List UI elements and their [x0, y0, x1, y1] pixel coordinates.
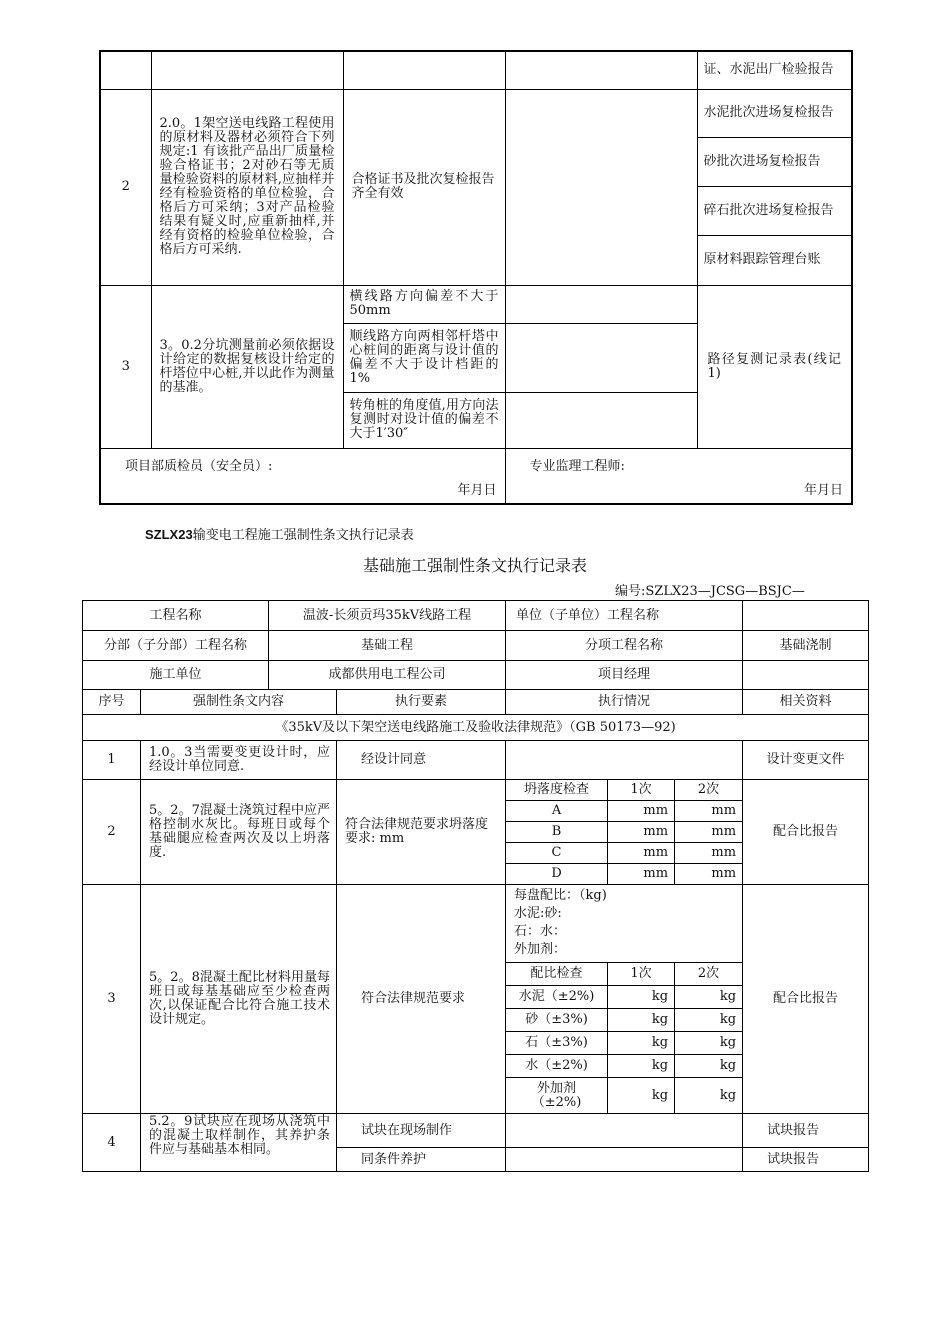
status-cell	[505, 89, 697, 285]
doc-cell: 配合比报告	[743, 885, 869, 1114]
inspector-label: 项目部质检员（安全员）:	[125, 458, 273, 474]
status-cell	[506, 1114, 743, 1148]
clause-cell: 1.0。3当需要变更设计时，应经设计单位同意.	[141, 741, 337, 780]
form-code: SZLX23	[145, 527, 193, 542]
check-value: mm	[675, 843, 743, 864]
doc-cell: 水泥批次进场复检报告	[697, 89, 852, 137]
check-label: 外加剂（±2%)	[506, 1078, 608, 1114]
check-value: mm	[608, 801, 675, 822]
status-cell	[505, 285, 697, 323]
division-name: 基础工程	[269, 631, 506, 661]
requirement-cell: 转角桩的角度值,用方向法复测时对设计值的偏差不大于1′30″	[343, 392, 505, 448]
doc-cell: 路径复测记录表(线记1)	[697, 285, 852, 448]
record-number: 编号:SZLX23—JCSG—BSJC—	[615, 584, 805, 599]
check-label: D	[506, 864, 608, 885]
check-value: kg	[608, 986, 675, 1009]
cell-empty	[505, 51, 697, 89]
column-header: 执行情况	[506, 690, 743, 715]
seq-cell: 4	[83, 1114, 141, 1172]
page-title: 基础施工强制性条文执行记录表	[362, 556, 587, 575]
requirement-cell: 顺线路方向两相邻杆塔中心桩间的距离与设计值的偏差不大于设计档距的1%	[343, 323, 505, 392]
contractor-name: 成都供用电工程公司	[269, 661, 506, 690]
status-cell	[505, 392, 697, 448]
top-record-table	[99, 50, 853, 505]
form-caption-text: 输变电工程施工强制性条文执行记录表	[192, 528, 414, 543]
check-header: 2次	[675, 963, 743, 986]
seq-cell: 2	[83, 780, 141, 885]
doc-cell: 砂批次进场复检报告	[697, 137, 852, 186]
standard-title: 《35kV及以下架空送电线路施工及验收法律规范》（GB 50173—92)	[83, 715, 869, 741]
column-header: 强制性条文内容	[141, 690, 337, 715]
check-value: kg	[675, 1032, 743, 1055]
check-label: B	[506, 822, 608, 843]
mix-ratio-line: 水泥:砂:	[514, 906, 562, 921]
check-value: kg	[608, 1078, 675, 1114]
check-label: C	[506, 843, 608, 864]
manager-name	[743, 661, 869, 690]
manager-label: 项目经理	[506, 661, 743, 690]
column-header: 序号	[83, 690, 141, 715]
doc-cell: 试块报告	[743, 1148, 869, 1172]
requirement-cell: 试块在现场制作	[337, 1114, 506, 1148]
clause-cell: 3。0.2分坑测量前必须依据设计给定的数据复核设计给定的杆塔位中心桩,并以此作为测量的基准。	[151, 285, 343, 448]
check-header: 1次	[608, 963, 675, 986]
check-header: 坍落度检查	[506, 780, 608, 801]
mix-ratio-line: 外加剂：	[514, 942, 567, 957]
division-label: 分部（子分部）工程名称	[83, 631, 269, 661]
check-value: mm	[675, 801, 743, 822]
check-value: kg	[675, 1078, 743, 1114]
doc-cell: 原材料跟踪管理台账	[697, 235, 852, 285]
subitem-name: 基础浇制	[743, 631, 869, 661]
status-cell	[505, 323, 697, 392]
status-cell	[506, 1148, 743, 1172]
mix-ratio-line: 石：水：	[514, 924, 567, 939]
inspector-date: 年月日	[457, 482, 497, 498]
cell-empty	[151, 51, 343, 89]
check-value: mm	[608, 843, 675, 864]
requirement-cell: 横线路方向偏差不大于50mm	[343, 285, 505, 323]
check-header: 1次	[608, 780, 675, 801]
clause-cell: 5。2。8混凝土配比材料用量每班日或每基基础应至少检查两次,以保证配合比符合施工技术设计规定。	[141, 885, 337, 1114]
check-header: 配比检查	[506, 963, 608, 986]
check-label: 砂（±3%)	[506, 1009, 608, 1032]
requirement-cell: 同条件养护	[337, 1148, 506, 1172]
doc-cell: 试块报告	[743, 1114, 869, 1148]
check-label: A	[506, 801, 608, 822]
project-name-label: 工程名称	[83, 601, 269, 631]
unit-name	[743, 601, 869, 631]
check-value: kg	[608, 1032, 675, 1055]
seq-cell: 3	[100, 285, 151, 448]
check-value: kg	[608, 1055, 675, 1078]
doc-cell: 设计变更文件	[743, 741, 869, 780]
seq-cell: 2	[100, 89, 151, 285]
signature-left	[100, 448, 505, 504]
seq-cell: 1	[83, 741, 141, 780]
check-value: mm	[608, 822, 675, 843]
requirement-text: 符合法律规范要求坍落度要求: mm	[345, 817, 489, 846]
clause-cell: 5.2。9试块应在现场从浇筑中的混凝土取样制作，其养护条件应与基础基本相同。	[141, 1114, 337, 1172]
mix-ratio-cell	[506, 885, 743, 963]
supervisor-label: 专业监理工程师:	[529, 458, 625, 474]
doc-cell: 证、水泥出厂检验报告	[697, 51, 852, 89]
mix-ratio-line: 每盘配比：（kg)	[514, 888, 607, 903]
requirement-cell: 经设计同意	[337, 741, 506, 780]
unit-name-label: 单位（子单位）工程名称	[506, 601, 743, 631]
signature-right	[505, 448, 852, 504]
clause-cell: 5。2。7混凝土浇筑过程中应严格控制水灰比。每班日或每个基础腿应检查两次及以上坍落度.	[141, 780, 337, 885]
cell-empty	[343, 51, 505, 89]
column-header: 相关资料	[743, 690, 869, 715]
check-value: mm	[675, 822, 743, 843]
foundation-record-table	[82, 600, 869, 1172]
contractor-label: 施工单位	[83, 661, 269, 690]
doc-cell: 碎石批次进场复检报告	[697, 186, 852, 235]
cell-empty	[100, 51, 151, 89]
supervisor-date: 年月日	[803, 482, 843, 498]
check-label: 水（±2%)	[506, 1055, 608, 1078]
requirement-cell: 合格证书及批次复检报告齐全有效	[343, 89, 505, 285]
check-label: 石（±3%)	[506, 1032, 608, 1055]
check-value: kg	[675, 1009, 743, 1032]
project-name: 温波-长须贡玛35kV线路工程	[269, 601, 506, 631]
check-value: kg	[675, 986, 743, 1009]
status-cell	[506, 741, 743, 780]
seq-cell: 3	[83, 885, 141, 1114]
check-value: kg	[608, 1009, 675, 1032]
check-value: mm	[608, 864, 675, 885]
requirement-cell: 符合法律规范要求	[337, 885, 506, 1114]
subitem-label: 分项工程名称	[506, 631, 743, 661]
check-label: 水泥（±2%)	[506, 986, 608, 1009]
form-caption	[145, 524, 414, 543]
doc-cell: 配合比报告	[743, 780, 869, 885]
requirement-cell	[337, 780, 506, 885]
clause-cell: 2.0。1架空送电线路工程使用的原材料及器材必须符合下列规定:1 有该批产品出厂质量检验合格证书；2对砂石等无质量检验资料的原材料,应抽样并经有检验资格的单位检验，合格后方可采纳；3对产品检验结果有疑义时,应重新抽样,并经有资格的检验单位检验，合格后方可采纳.	[151, 89, 343, 285]
check-value: mm	[675, 864, 743, 885]
column-header: 执行要素	[337, 690, 506, 715]
check-value: kg	[675, 1055, 743, 1078]
check-header: 2次	[675, 780, 743, 801]
